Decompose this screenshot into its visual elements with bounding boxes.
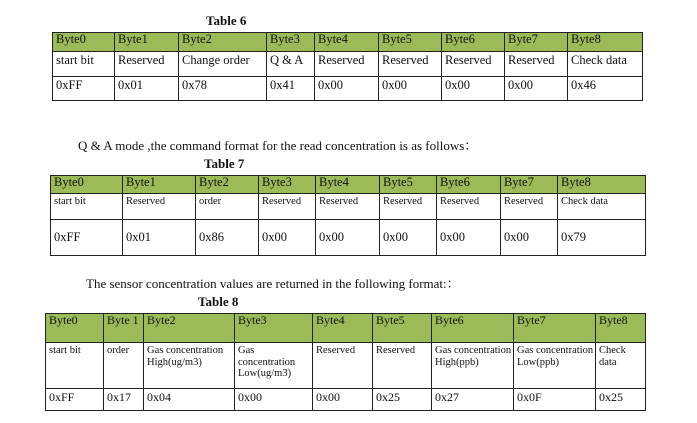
table8-name-byte5: Reserved bbox=[373, 343, 432, 389]
table8-value-byte2: 0x04 bbox=[144, 389, 235, 411]
table6-header-byte1: Byte1 bbox=[115, 33, 179, 52]
table8-header-byte0: Byte0 bbox=[46, 314, 104, 343]
table8-name-byte6: Gas concentration High(ppb) bbox=[432, 343, 514, 389]
table6-name-byte2: Change order bbox=[179, 52, 267, 77]
table7-header-byte7: Byte7 bbox=[501, 176, 558, 194]
table6-header-byte0: Byte0 bbox=[53, 33, 115, 52]
table7-value-byte2: 0x86 bbox=[196, 220, 259, 256]
table8-value-byte5: 0x25 bbox=[373, 389, 432, 411]
table7-value-byte7: 0x00 bbox=[501, 220, 558, 256]
table7-name-byte2: order bbox=[196, 194, 259, 220]
table6-value-byte1: 0x01 bbox=[115, 77, 179, 101]
table6-value-row bbox=[53, 77, 643, 101]
table7-caption: Table 7 bbox=[204, 156, 245, 171]
table7-name-byte3: Reserved bbox=[259, 194, 316, 220]
table8-caption: Table 8 bbox=[198, 294, 239, 309]
table7-name-byte7: Reserved bbox=[501, 194, 558, 220]
table6-name-byte5: Reserved bbox=[379, 52, 442, 77]
table6-header-byte6: Byte6 bbox=[442, 33, 505, 52]
table7-value-row bbox=[51, 220, 646, 256]
table7-name-byte4: Reserved bbox=[316, 194, 380, 220]
table6-header-byte4: Byte4 bbox=[315, 33, 379, 52]
table8-header-byte7: Byte7 bbox=[514, 314, 596, 343]
table7 bbox=[50, 175, 646, 256]
table8-header-row bbox=[46, 314, 646, 343]
table6-header-byte7: Byte7 bbox=[505, 33, 568, 52]
table8-name-byte3: Gas concentration Low(ug/m3) bbox=[235, 343, 313, 389]
table7-header-byte0: Byte0 bbox=[51, 176, 123, 194]
table8-header-byte6: Byte6 bbox=[432, 314, 514, 343]
table8-name-byte1: order bbox=[104, 343, 144, 389]
table6-header-byte8: Byte8 bbox=[568, 33, 643, 52]
table6-name-byte6: Reserved bbox=[442, 52, 505, 77]
table7-header-byte3: Byte3 bbox=[259, 176, 316, 194]
table8-value-byte3: 0x00 bbox=[235, 389, 313, 411]
table8-value-byte1: 0x17 bbox=[104, 389, 144, 411]
table8-intro-paragraph: The sensor concentration values are returned in the following format:： bbox=[86, 276, 460, 291]
table6-value-byte8: 0x46 bbox=[568, 77, 643, 101]
table7-value-byte3: 0x00 bbox=[259, 220, 316, 256]
table6-name-byte8: Check data bbox=[568, 52, 643, 77]
table6 bbox=[52, 32, 643, 101]
table8-header-byte2: Byte2 bbox=[144, 314, 235, 343]
table6-value-byte2: 0x78 bbox=[179, 77, 267, 101]
table7-value-byte5: 0x00 bbox=[380, 220, 437, 256]
table7-name-byte6: Reserved bbox=[437, 194, 501, 220]
table8-name-byte7: Gas concentration Low(ppb) bbox=[514, 343, 596, 389]
table6-value-byte0: 0xFF bbox=[53, 77, 115, 101]
table7-name-byte1: Reserved bbox=[123, 194, 196, 220]
table7-header-byte2: Byte2 bbox=[196, 176, 259, 194]
table6-name-row bbox=[53, 52, 643, 77]
table6-value-byte5: 0x00 bbox=[379, 77, 442, 101]
table8-header-byte8: Byte8 bbox=[596, 314, 646, 343]
table8-value-byte6: 0x27 bbox=[432, 389, 514, 411]
table7-intro-paragraph: Q & A mode ,the command format for the read concentration is as follows： bbox=[78, 138, 478, 153]
table6-header-byte3: Byte3 bbox=[267, 33, 315, 52]
table8-value-byte4: 0x00 bbox=[313, 389, 373, 411]
table7-name-byte5: Reserved bbox=[380, 194, 437, 220]
table7-name-row bbox=[51, 194, 646, 220]
table6-caption: Table 6 bbox=[206, 13, 247, 28]
table8-header-byte4: Byte4 bbox=[313, 314, 373, 343]
table8 bbox=[45, 313, 646, 411]
table7-header-byte1: Byte1 bbox=[123, 176, 196, 194]
table6-value-byte6: 0x00 bbox=[442, 77, 505, 101]
table7-name-byte8: Check data bbox=[558, 194, 646, 220]
table8-name-byte8: Check data bbox=[596, 343, 646, 389]
table8-header-byte3: Byte3 bbox=[235, 314, 313, 343]
table8-header-byte5: Byte5 bbox=[373, 314, 432, 343]
table7-header-byte4: Byte4 bbox=[316, 176, 380, 194]
table6-name-byte4: Reserved bbox=[315, 52, 379, 77]
table7-value-byte8: 0x79 bbox=[558, 220, 646, 256]
table6-header-byte2: Byte2 bbox=[179, 33, 267, 52]
table8-value-byte8: 0x25 bbox=[596, 389, 646, 411]
table7-header-byte5: Byte5 bbox=[380, 176, 437, 194]
table8-name-row bbox=[46, 343, 646, 389]
table7-header-byte8: Byte8 bbox=[558, 176, 646, 194]
table8-name-byte4: Reserved bbox=[313, 343, 373, 389]
table8-header-byte1: Byte 1 bbox=[104, 314, 144, 343]
table6-name-byte7: Reserved bbox=[505, 52, 568, 77]
table6-value-byte4: 0x00 bbox=[315, 77, 379, 101]
table6-value-byte7: 0x00 bbox=[505, 77, 568, 101]
table7-value-byte0: 0xFF bbox=[51, 220, 123, 256]
table8-name-byte2: Gas concentration High(ug/m3) bbox=[144, 343, 235, 389]
table6-name-byte0: start bit bbox=[53, 52, 115, 77]
table6-header-byte5: Byte5 bbox=[379, 33, 442, 52]
table7-value-byte4: 0x00 bbox=[316, 220, 380, 256]
table6-value-byte3: 0x41 bbox=[267, 77, 315, 101]
table7-value-byte6: 0x00 bbox=[437, 220, 501, 256]
table8-value-byte7: 0x0F bbox=[514, 389, 596, 411]
table6-header-row bbox=[53, 33, 643, 52]
table7-name-byte0: start bit bbox=[51, 194, 123, 220]
table6-name-byte1: Reserved bbox=[115, 52, 179, 77]
table6-name-byte3: Q & A bbox=[267, 52, 315, 77]
table7-header-byte6: Byte6 bbox=[437, 176, 501, 194]
table8-value-row bbox=[46, 389, 646, 411]
table8-value-byte0: 0xFF bbox=[46, 389, 104, 411]
table7-header-row bbox=[51, 176, 646, 194]
table7-value-byte1: 0x01 bbox=[123, 220, 196, 256]
table8-name-byte0: start bit bbox=[46, 343, 104, 389]
